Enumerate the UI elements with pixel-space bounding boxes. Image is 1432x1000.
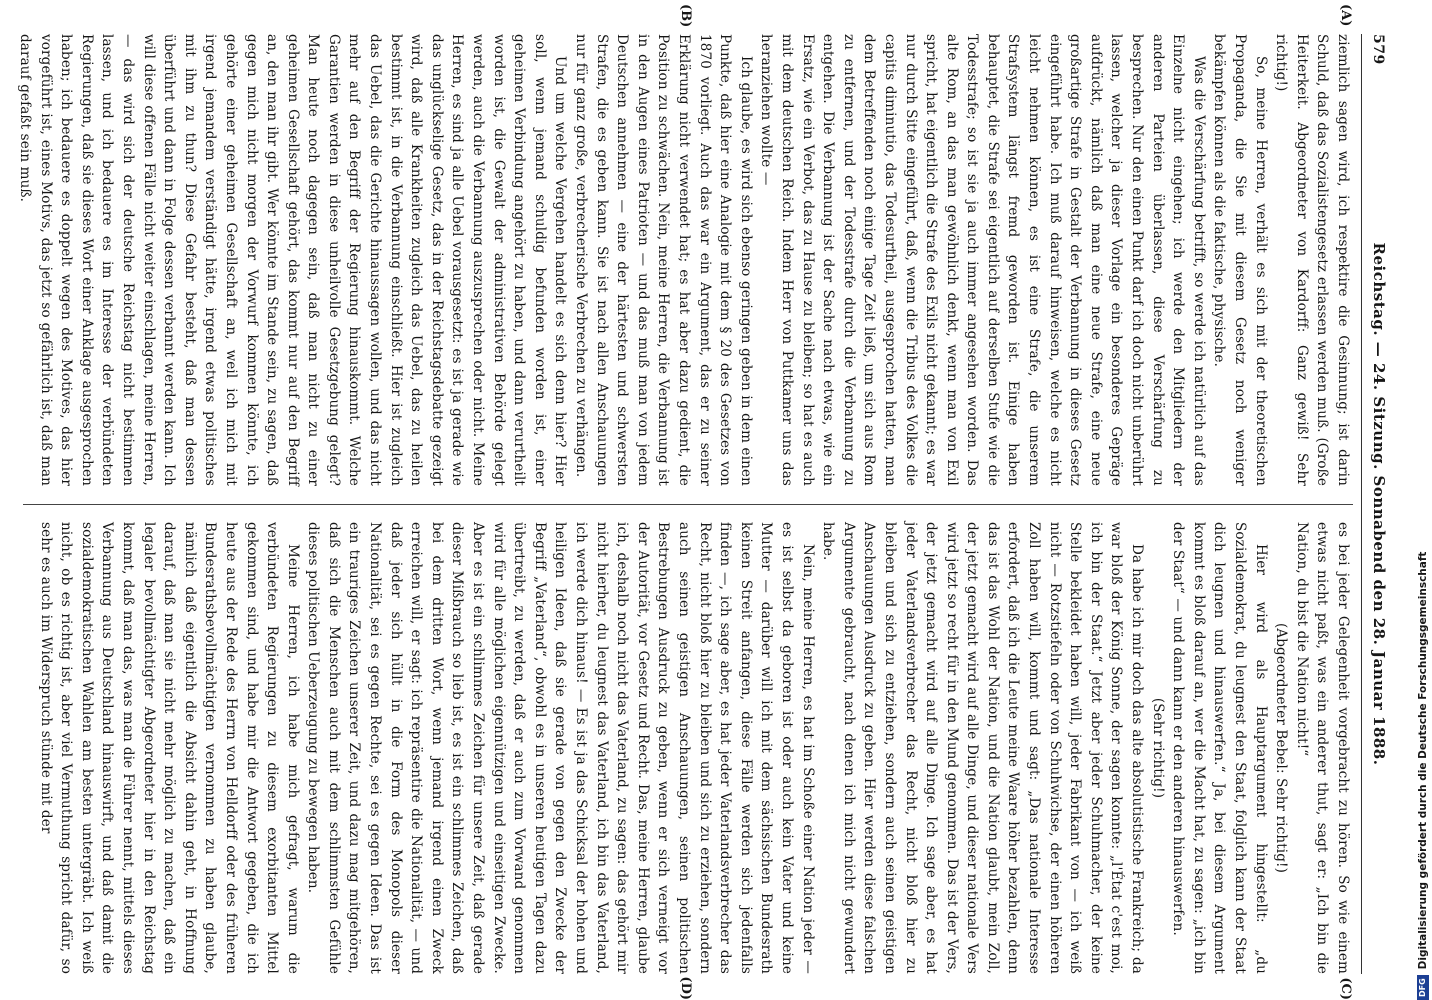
paragraph: So, meine Herren, verhält es sich mit der theoretischen Propaganda, die Sie mit diesem Gesetz noch weniger bekämpfen können als die faktische, physische. [1211, 34, 1269, 486]
paragraph: Hier wird als Hauptargument hingestellt: „du Sozialdemokrat, du leugnest den Staat, folglich kann der Staat dich leugnen und hinauswerfen.“ Ja, bei diesem Argument kommt es bloß darauf an, wer die Macht hat, zu sagen: „ich bin der Staat“ — und dann kann er den anderen hinauswerfen. [1170, 522, 1269, 974]
paragraph: Da habe ich mir doch das alte absolutistische Frankreich; da war bloß der König Sonne, der sagen konnte: „l'État c'est moi, ich bin der Staat.“ Jetzt aber jeder Schuhmacher, der keine Stelle bekleidet haben will, jeder Fabrikant von — ich weiß nicht — Rotzstiefeln oder von Schuhwichse, der einen höheren Zoll haben will, kommt und sagt: „Das nationale Interesse erfordert, daß ich die Leute meine Waare höher bezahlen, denn das ist das Wohl der Nation, und die Nation glaubt, mein Zoll, der jetzt gemacht wird auf alle Dinge, und dieser nationale Vers wird jetzt so recht für in den Mund genommen. Das ist der Vers, der jetzt gemacht wird auf alle Dinge. Ich sage aber, es hat jeder Vaterlandsverbrecher das Recht, nicht bloß hier zu bleiben und sich zu entziehen, sondern auch seinen geistigen Anschauungen Ausdruck zu geben. Hier werden diese falschen Argumente gebraucht, nach denen ich mich nicht gewundert habe. [820, 522, 1146, 974]
paragraph: Was die Verschärfung betrifft, so werde ich natürlich auf das Einzelne nicht eingehen; ich werde den Mitgliedern der anderen Parteien überlassen, diese Verschärfung zu besprechen. Nur den einen Punkt darf ich doch nicht unberührt lassen, welcher ja dieser Vorlage ein besonderes Gepräge aufdrückt, nämlich daß man eine neue Strafe, eine neue großartige Strafe in Gestalt der Verbannung in dieses Gesetz eingeführt habe. Ich muß darauf hinweisen, welche es nicht leicht nehmen können, es ist eine Strafe, die unserem Strafsystem längst fremd geworden ist. Einige haben behauptet, die Strafe sei eigentlich auf derselben Stufe wie die Todesstrafe; so ist sie ja auch immer angesehen worden. Das alte Rom, an das man gewöhnlich denkt, wenn man von Exil spricht, hat eigentlich die Strafe des Exils nicht gekannt; es war nur durch Sitte eingeführt, daß, wenn die Tribus des Volkes die capitis diminutio, das Todesurtheil, ausgesprochen hatten, man dem Betreffenden noch einige Tage Zeit ließ, um sich aus Rom zu entfernen, und der Todesstrafe durch die Verbannung zu entgehen. Die Verbannung ist der Sache nach etwas, wie ein Ersatz, wie ein Verbot, das zu Hause zu bleiben; so hat es auch mit dem deutschen Reich. Indem Herr von Puttkamer uns das heranziehen wollte — [758, 34, 1207, 486]
paragraph: Nein, meine Herren, es hat im Schoße einer Nation jeder — es ist selbst da geboren ist oder auch kein Vater und keine Mutter — darüber will ich mit dem sächsischen Bundesrath keinen Streit anfangen, diese Fälle werden sich jedenfalls finden —, ich sage aber, es hat jeder Vaterlandsverbrecher das Recht, nicht bloß hier zu bleiben und sich zu erziehen, sondern auch seinen geistigen Anschauungen, seinen politischen Bestrebungen Ausdruck zu geben, wenn er sich verneigt vor der Autorität, vor Gesetz und Recht. Das, meine Herren, glaube ich, deshalb noch nicht das Vaterland, zu sagen: das gehört mir nicht hierher, du leugnest das Vaterland, ich bin das Vaterland, ich werde dich hinaus! — Es ist ja das Schicksal der hohen und heiligen Ideen, daß sie gerade von gegen den Zwecke der Begriff „Vaterland“, obwohl es in unseren heutigen Tagen dazu übertreibt, zu werden, daß er auch zum Vorwand genommen wird für alle möglichen eigennützigen und einseitigen Zwecke. Aber es ist ein schlimmes Zeichen für unsere Zeit, daß gerade dieser Mißbrauch so lieb ist, es ist ein schlimmes Zeichen, daß bei dem dritten Wort, wenn jemand irgend einen Zweck erreichen will, er sagt: ich repräsentire die Nationalität, — und daß jeder sich hüllt in die Form des Monopols dieser Nationalität, sei es gegen Rechte, sei es gegen Ideen. Das ist ein trauriges Zeichen unserer Zeit, und dazu mag mitgehören, daß sich die Menschen auch mit dem schlimmsten Gefühle dieses politischen Ueberzeugung zu bewegen haben. [305, 522, 816, 974]
margin-letter-c: (C) [1338, 977, 1353, 1000]
paragraph: ziemlich sagen wird, ich respektire die Gesinnung; ist darin Schuld, daß das Sozialistengesetz erlassen werden muß. (Große Heiterkeit. Abgeordneter von Kardorff: Ganz gewiß! Sehr richtig!) [1273, 34, 1351, 486]
paragraph: Meine Herren, ich habe mich gefragt, warum die verbündeten Regierungen zu diesem exorbitanten Mittel gekommen sind, und habe mir die Antwort gegeben, die ich heute aus der Rede des Herrn von Helldorff oder des früheren Bundesrathsbevollmächtigten vernommen zu haben glaube, nämlich daß eigentlich die Absicht dahin geht, in Hoffnung darauf, daß man sie nicht mehr möglich zu machen, daß ein legaler bevollmächtigter Abgeordneter hier in den Reichstag kommt, daß man das, was man die Führer nennt, mittels dieses Verbannung aus Deutschland hinauswirft, und daß damit die sozialdemokratischen Wahlen am besten untergräbt. Ich weiß nicht, ob es richtig ist, aber viel Vermuthung spricht dafür, so sehr es auch im Widerspruch stünde mit der [37, 522, 301, 974]
paragraph: (Abgeordneter Bebel: Sehr richtig!) [1273, 622, 1290, 874]
column-divider [23, 504, 1353, 505]
paragraph: Und um welche Vergehen handelt es sich denn hier? Hier soll, wenn jemand schuldig befunden worden ist, einer geheimen Verbindung angehört zu haben, und dann verurtheilt worden ist, die Gewalt der administrativen Behörde gelegt werden, auch die Verbannung auszusprechen oder nicht. Meine Herren, es sind ja alle Uebel vorausgesetzt: es ist ja gerade wie das unglückselige Gesetz, das in der Reichstagsdebatte gezeigt wird, daß alle Krankheiten zugleich das Uebel, das zu heilen bestimmt ist, in die Verbannung einschließt. Hier ist zugleich das Uebel, das die Gerichte hinaussagen wollen, und das nicht mehr auf den Begriff der Regierung hinauskommt. Welche Garantien werden in diese unheilvolle Gesetzgebung gelegt? Man heute noch dagegen sein, daß man nicht zu einer geheimen Gesellschaft gehört, das kommt nur auf den Begriff an, den man ihr gibt. Wer könnte im Stande sein, zu sagen, daß gegen mich nicht morgen der Vorwurf kommen könnte, ich gehörte einer geheimen Gesellschaft an, weil ich mich mit irgend jemandem verständigt hätte, irgend etwas politisches mit ihm zu thun? Diese Gefahr besteht, daß man dessen überführt und dann in Folge dessen verbannt werden kann. Ich will diese offenen Fälle nicht weiter einschlagen, meine Herren, — das wird sich der deutsche Reichstag nicht bestimmen lassen, und ich bedauere es im Interesse der verbündeten Regierungen, daß sie dieses Wort einer Anklage ausgesprochen haben; ich bedauere es doppelt wegen des Motives, das hier vorgeführt ist, eines Motivs, das jetzt so gefährlich ist, daß man darauf gefaßt sein muß. [17, 34, 569, 486]
page-title: Reichstag. — 24. Sitzung. Sonnabend den 28. Januar 1888. [1370, 242, 1388, 766]
page-number: 579 [1370, 34, 1386, 65]
margin-letter-d: (D) [678, 976, 693, 1000]
document-page [10, 0, 1410, 1000]
dfg-logo: DFG [1417, 975, 1429, 1000]
paragraph: (Sehr richtig!) [1149, 697, 1166, 799]
margin-letter-b: (B) [678, 4, 693, 28]
left-column [14, 4, 1353, 486]
right-column [14, 522, 1353, 1000]
digitization-footer [1414, 0, 1432, 1000]
digitization-note: Digitalisierung gefördert durch die Deutsche Forschungsgemeinschaft [1417, 551, 1429, 970]
text-columns [14, 4, 1353, 1000]
paragraph: Ich glaube, es wird sich ebenso geringen geben in dem einen Punkte, daß hier eine Analogie mit dem § 20 des Gesetzes von 1870 vorliegt. Auch das war ein Argument, das er zu seiner Erklärung nicht verwendet hat; es hat aber dazu gedient, die Position zu schwächen. Nein, meine Herren, die Verbannung ist in den Augen eines Patrioten — und das muß man von jedem Deutschen annehmen — eine der härtesten und schwersten Strafen, die es geben kann. Sie ist nach allen Anschauungen nur für ganz große, verbrecherische Verbrechen zu verhängen. [573, 34, 754, 486]
paragraph: es bei jeder Gelegenheit vorgebracht zu hören. So wie einem etwas nicht paßt, was ein anderer thut, sagt er: „Ich bin die Nation, du bist die Nation nicht!“ [1293, 522, 1351, 974]
page-header [1361, 34, 1392, 974]
margin-letter-a: (A) [1338, 4, 1353, 27]
